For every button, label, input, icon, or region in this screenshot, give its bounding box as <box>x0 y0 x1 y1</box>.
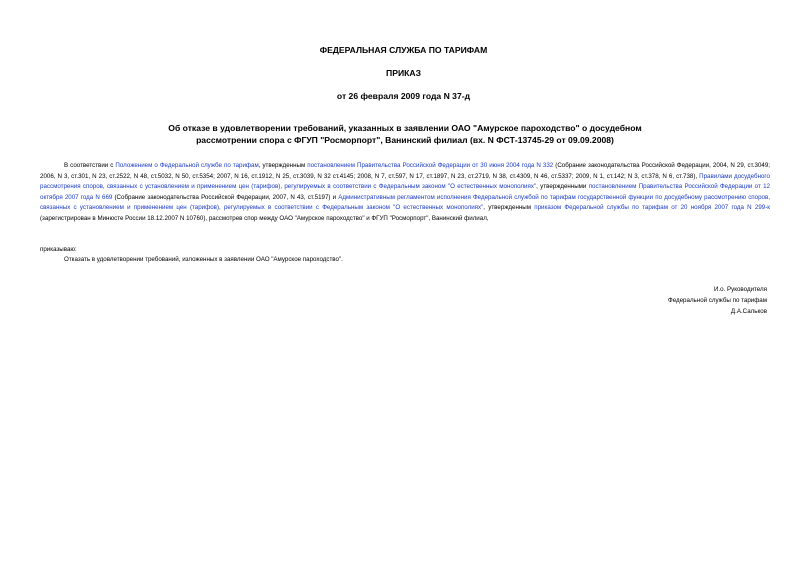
preamble-paragraph <box>40 161 770 225</box>
link-fst-order-299[interactable]: приказом Федеральной службы по тарифам от 20 ноября 2007 года N 299-к <box>534 204 770 212</box>
signatory-name: Д.А.Сальков <box>730 308 767 315</box>
decree-text: Отказать в удовлетворении требований, изложенных в заявлении ОАО "Амурское пароходство". <box>64 256 343 263</box>
link-fst-regulation[interactable]: Положением о Федеральной службе по тарифам <box>115 162 259 169</box>
preamble-text: В соответствии с <box>64 162 116 169</box>
link-administrative-regulation[interactable]: Административным регламентом исполнения Федеральной службой по тарифам государственной функции по досудебному рассмотрению споров, связанных с установлением и применением цен (тарифов), регулируемых в соответствии с Федеральным законом "О естественных монополиях" <box>40 193 770 212</box>
document-type: ПРИКАЗ <box>386 68 421 78</box>
document-title: Об отказе в удовлетворении требований, указанных в заявлении ОАО "Амурское пароходство" о досудебном рассмотрении спора с ФГУП "Росморпорт", Ванинский филиал (вх. N ФСТ-13745-29 от 09.09.2008) <box>168 123 642 145</box>
link-government-decree-332[interactable]: постановлением Правительства Российской Федерации от 30 июня 2004 года N 332 <box>307 162 554 169</box>
link-dispute-rules[interactable]: Правилами досудебного рассмотрения споров, связанных с установлением и применением цен (тарифов), регулируемых в соответствии с Федеральным законом "О естественных монополиях" <box>40 172 770 191</box>
document-date-number: от 26 февраля 2009 года N 37-д <box>336 91 471 101</box>
preamble-text: , утвержденным <box>483 204 535 212</box>
preamble-text: , утвержденными <box>536 183 589 191</box>
decree-intro: приказываю: <box>40 246 77 253</box>
signatory-organization: Федеральной службы по тарифам <box>668 297 767 304</box>
signatory-position: И.о. Руководителя <box>713 286 767 293</box>
preamble-text: (зарегистрирован в Минюсте России 18.12.2007 N 10760), рассмотрев спор между ОАО "Амурское пароходство" и ФГУП "Росморпорт", Ванинский филиал, <box>40 214 489 222</box>
link-government-decree-669[interactable]: постановлением Правительства Российской Федерации от 12 октября 2007 года N 669 <box>40 183 771 201</box>
preamble-text: (Собрание законодательства Российской Федерации, 2007, N 43, ст.5197) и <box>112 193 339 201</box>
preamble-text: , утвержденным <box>258 162 308 169</box>
agency-name: ФЕДЕРАЛЬНАЯ СЛУЖБА ПО ТАРИФАМ <box>319 45 488 55</box>
preamble-text: (Собрание законодательства Российской Федерации, 2004, N 29, ст.3049; 2006, N 3, ст.301, N 23, ст.2522, N 48, ст.5032, N 50, ст.5354; 2007, N 16, ст.1912, N 25, ст.3039, N 32 ст.4145; 2008, N 7, ст.597, N 17, ст.1897, N 23, ст.2719, N 38, ст.4309, N 46, ст.5337; 2009, N 1, ст.142; N 3, ст.378, N 6, ст.738), <box>40 162 771 180</box>
